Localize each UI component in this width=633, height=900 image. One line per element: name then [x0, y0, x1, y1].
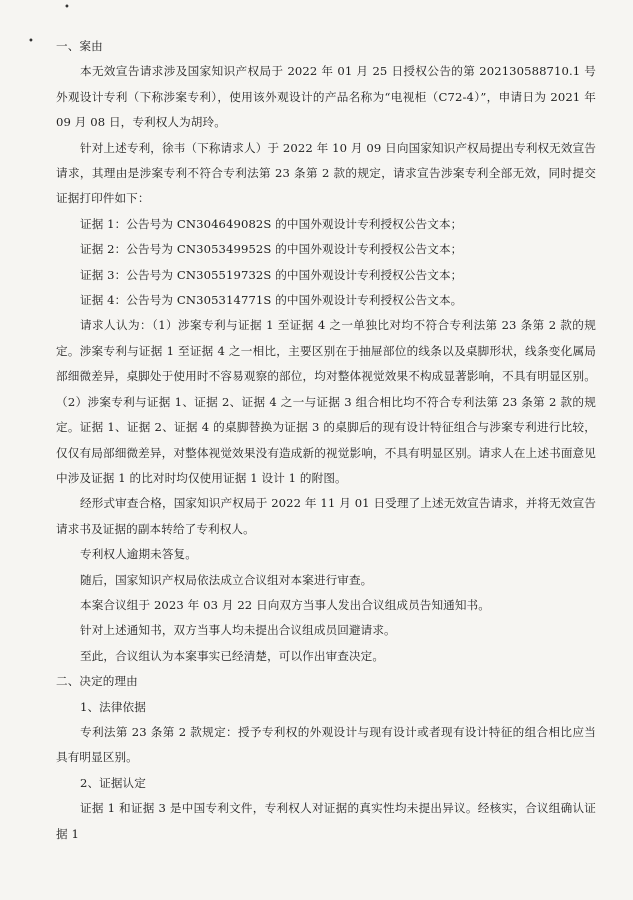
paragraph-case-intro: 本无效宣告请求涉及国家知识产权局于 2022 年 01 月 25 日授权公告的第 202130588710.1 号外观设计专利（下称涉案专利），使用该外观设计的产品名称为“电视柜（C72-4）”，申请日为 2021 年 09 月 08 日，专利权人为胡玲。	[56, 64, 596, 130]
paragraph-requester-opinion: 请求人认为：（1）涉案专利与证据 1 至证据 4 之一单独比对均不符合专利法第 23 条第 2 款的规定。涉案专利与证据 1 至证据 4 之一相比，主要区别在于抽屉部位的线条以及桌脚形状，线条变化属局部细微差异，桌脚处于使用时不容易观察的部位，均对整体视觉效果不构成显著影响，不具有明显区别。（2）涉案专利与证据 1、证据 2、证据 4 之一与证据 3 组合相比均不符合专利法第 23 条第 2 款的规定。证据 1、证据 2、证据 4 的桌脚替换为证据 3 的桌脚后的现有设计特征组合与涉案专利进行比较，仅仅有局部细微差异，对整体视觉效果没有造成新的视觉影响，不具有明显区别。请求人在上述书面意见中涉及证据 1 的比对时均仅使用证据 1 设计 1 的附图。	[56, 318, 596, 485]
paragraph-no-recusal: 针对上述通知书，双方当事人均未提出合议组成员回避请求。	[80, 623, 396, 638]
section-heading-case: 一、案由	[56, 39, 103, 53]
subheading-legal-basis: 1、法律依据	[80, 699, 146, 714]
paragraph-formal-review: 经形式审查合格，国家知识产权局于 2022 年 11 月 01 日受理了上述无效宣告请求，并将无效宣告请求书及证据的副本转给了专利权人。	[56, 496, 596, 536]
paragraph-evidence-finding: 证据 1 和证据 3 是中国专利文件，专利权人对证据的真实性均未提出异议。经核实，合议组确认证据 1	[56, 801, 596, 841]
paragraph-panel-formed: 随后，国家知识产权局依法成立合议组对本案进行审查。	[80, 572, 373, 587]
evidence-item: 证据 4：公告号为 CN305314771S 的中国外观设计专利授权公告文本。	[80, 293, 463, 308]
section-heading-reasons: 二、决定的理由	[56, 674, 138, 689]
evidence-item: 证据 2：公告号为 CN305349952S 的中国外观设计专利授权公告文本；	[80, 242, 463, 257]
evidence-item: 证据 1：公告号为 CN304649082S 的中国外观设计专利授权公告文本；	[80, 216, 463, 231]
document-body	[56, 34, 596, 847]
scan-mark-side: •	[28, 36, 34, 47]
scan-mark: •	[64, 2, 70, 13]
subheading-evidence: 2、证据认定	[80, 775, 146, 790]
paragraph-facts-clear: 至此，合议组认为本案事实已经清楚，可以作出审查决定。	[80, 648, 385, 663]
paragraph-notice-sent: 本案合议组于 2023 年 03 月 22 日向双方当事人发出合议组成员告知通知书。	[80, 597, 490, 612]
paragraph-legal-basis: 专利法第 23 条第 2 款规定：授予专利权的外观设计与现有设计或者现有设计特征的组合相比应当具有明显区别。	[56, 724, 596, 765]
paragraph-no-reply: 专利权人逾期未答复。	[80, 547, 197, 562]
paragraph-request: 针对上述专利，徐韦（下称请求人）于 2022 年 10 月 09 日向国家知识产权局提出专利权无效宣告请求，其理由是涉案专利不符合专利法第 23 条第 2 款的规定，请求宣告涉案专利全部无效，同时提交证据打印件如下：	[56, 140, 596, 206]
evidence-item: 证据 3：公告号为 CN305519732S 的中国外观设计专利授权公告文本；	[80, 267, 463, 282]
